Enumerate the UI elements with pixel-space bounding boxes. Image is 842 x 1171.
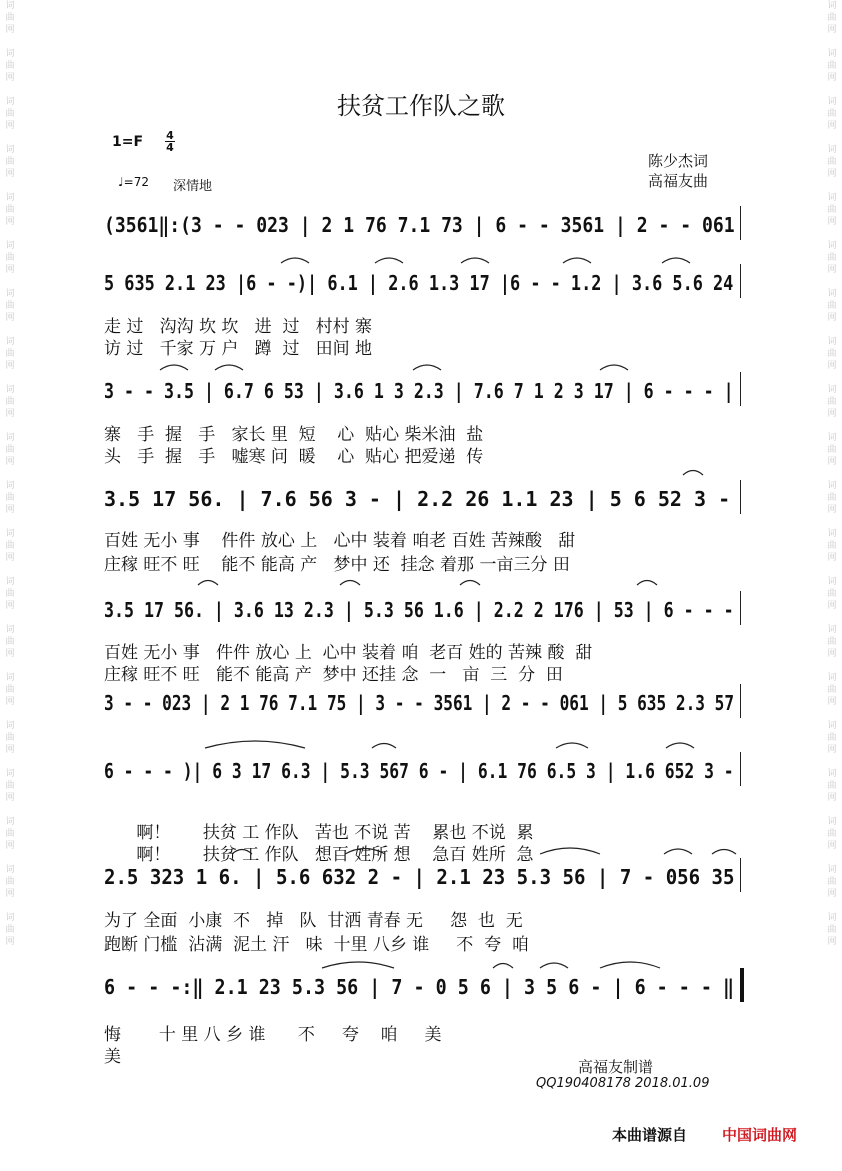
notation-text: 2.5 323 1 6. | 5.6 632 2 - | 2.1 23 5.3 56 | 7 - 056 35 — [104, 865, 735, 889]
notation-row — [104, 690, 740, 718]
contact-and-date: QQ190408178 2018.01.09 — [536, 1076, 710, 1091]
system-end-barline — [740, 206, 741, 240]
lyric-line: 庄稼 旺不 旺 能不 能高 产 梦中 还 挂念 着那 一亩三分 田 — [104, 555, 570, 575]
watermark-left: 词 曲 网 词 曲 网 词 曲 网 词 曲 网 词 曲 网 词 曲 网 词 曲 网 词 曲 网 词 曲 网 词 曲 网 词 曲 网 词 曲 网 词 曲 网 词 曲 网 词 曲 网 词 曲 网 词 曲 网 词 曲 网 词 曲 网 词 曲 网 — [5, 1, 15, 947]
lyric-line: 头 手 握 手 嘘寒 问 暖 心 贴心 把爱递 传 — [104, 447, 484, 467]
notation-text: 3.5 17 56. | 7.6 56 3 - | 2.2 26 1.1 23 | 5 6 52 3 - — [104, 487, 731, 511]
notation-text: 3 - - 023 | 2 1 76 7.1 75 | 3 - - 3561 | 2 - - 061 | 5 635 2.3 57 — [104, 691, 735, 715]
system-end-barline — [740, 264, 741, 298]
notation-row — [104, 486, 740, 514]
lyric-line: 啊！ 扶贫 工 作队 苦也 不说 苦 累也 不说 累 — [104, 823, 534, 843]
time-signature-bottom: 4 — [166, 141, 174, 154]
notation-text: (3561‖:(3 - - 023 | 2 1 76 7.1 73 | 6 - - 3561 | 2 - - 061 — [104, 213, 735, 237]
notation-text: 5 635 2.1 23 |6 - -)| 6.1 | 2.6 1.3 17 |6 - - 1.2 | 3.6 5.6 24 — [104, 271, 734, 295]
lyric-line: 美 — [104, 1047, 121, 1067]
notation-text: 3.5 17 56. | 3.6 13 2.3 | 5.3 56 1.6 | 2.2 2 176 | 53 | 6 - - - — [104, 598, 734, 622]
site-link[interactable]: 中国词曲网 — [722, 1126, 798, 1144]
lyric-line: 跑断 门槛 沾满 泥土 汗 味 十里 八乡 谁 不 夸 咱 — [104, 935, 529, 955]
lyric-line: 百姓 无小 事 件件 放心 上 心中 装着 咱老 百姓 苦辣酸 甜 — [104, 531, 576, 551]
final-barline — [740, 968, 744, 1002]
time-signature — [165, 130, 175, 153]
notation-row — [104, 270, 740, 298]
lyric-line: 百姓 无小 事 件件 放心 上 心中 装着 咱 老百 姓的 苦辣 酸 甜 — [104, 643, 593, 663]
lyric-line: 寨 手 握 手 家长 里 短 心 贴心 柴米油 盐 — [104, 425, 484, 445]
system-end-barline — [740, 752, 741, 786]
key-signature: 1=F — [112, 134, 144, 150]
system-end-barline — [740, 372, 741, 406]
notation-text: 6 - - -:‖ 2.1 23 5.3 56 | 7 - 0 5 6 | 3 5 6 - | 6 - - - ‖ — [104, 975, 735, 999]
time-signature-top: 4 — [166, 129, 174, 142]
system-end-barline — [740, 480, 741, 514]
notation-text: 3 - - 3.5 | 6.7 6 53 | 3.6 1 3 2.3 | 7.6 7 1 2 3 17 | 6 - - - | — [104, 379, 734, 403]
song-title: 扶贫工作队之歌 — [337, 92, 505, 120]
lyric-line: 啊！ 扶贫 工 作队 想百 姓所 想 急百 姓所 急 — [104, 845, 534, 865]
notation-row — [104, 378, 740, 406]
notation-row — [104, 864, 740, 892]
lyricist-credit: 陈少杰词 — [648, 152, 709, 170]
lyric-line: 访 过 千家 万 户 蹲 过 田间 地 — [104, 339, 373, 359]
lyric-line: 悔 十 里 八 乡 谁 不 夸 咱 美 — [104, 1025, 442, 1045]
notation-text: 6 - - - )| 6 3 17 6.3 | 5.3 567 6 - | 6.1 76 6.5 3 | 1.6 652 3 - — [104, 759, 734, 783]
lyric-line: 为了 全面 小康 不 掉 队 甘洒 青春 无 怨 也 无 — [104, 911, 523, 931]
transcriber-credit: 高福友制谱 — [578, 1058, 654, 1076]
system-end-barline — [740, 684, 741, 718]
notation-row — [104, 758, 740, 786]
system-end-barline — [740, 858, 741, 892]
source-label: 本曲谱源自 — [612, 1126, 688, 1144]
lyric-line: 庄稼 旺不 旺 能不 能高 产 梦中 还挂 念 一 亩 三 分 田 — [104, 665, 563, 685]
notation-row — [104, 974, 740, 1002]
expression-marking: 深情地 — [173, 179, 213, 194]
notation-row — [104, 597, 740, 625]
watermark-right: 词 曲 网 词 曲 网 词 曲 网 词 曲 网 词 曲 网 词 曲 网 词 曲 网 词 曲 网 词 曲 网 词 曲 网 词 曲 网 词 曲 网 词 曲 网 词 曲 网 词 曲 网 词 曲 网 词 曲 网 词 曲 网 词 曲 网 词 曲 网 — [827, 1, 837, 947]
notation-row — [104, 212, 740, 240]
composer-credit: 高福友曲 — [648, 172, 709, 190]
system-end-barline — [740, 591, 741, 625]
tempo-marking: ♩=72 — [118, 175, 149, 189]
lyric-line: 走 过 沟沟 坎 坎 进 过 村村 寨 — [104, 317, 373, 337]
